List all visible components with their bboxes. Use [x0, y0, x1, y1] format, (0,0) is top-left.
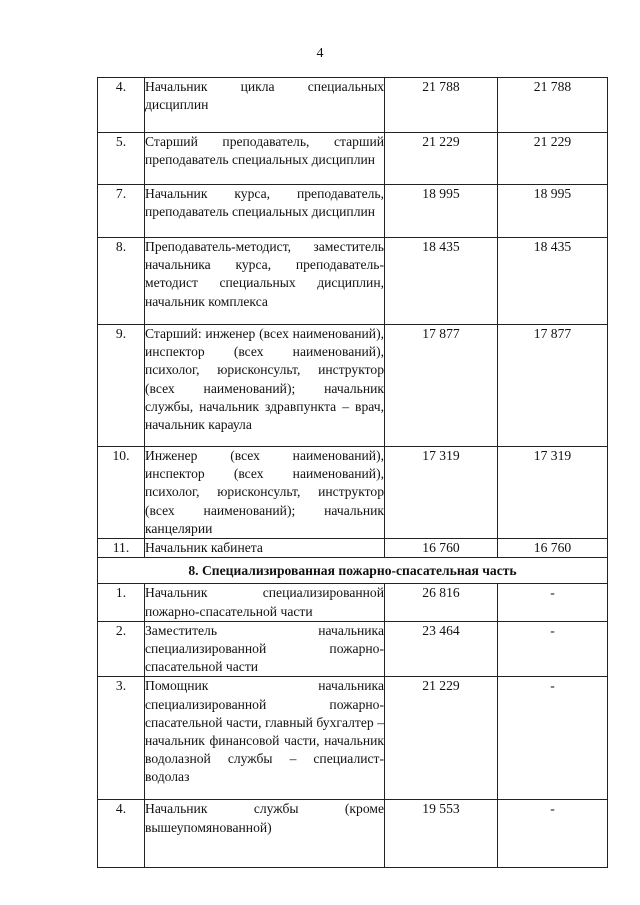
position-title — [145, 800, 385, 868]
salary-value-2: - — [498, 584, 608, 621]
table-row — [98, 78, 608, 133]
row-number: 9. — [98, 325, 145, 447]
salary-value-2: 21 788 — [498, 78, 608, 133]
row-number: 5. — [98, 133, 145, 185]
row-number: 4. — [98, 800, 145, 868]
section-heading: 8. Специализированная пожарно-спасательная часть — [98, 558, 608, 584]
salary-value-2: 18 435 — [498, 238, 608, 325]
table-row — [98, 447, 608, 539]
salary-value-2: 17 877 — [498, 325, 608, 447]
salary-value-1: 17 319 — [385, 447, 498, 539]
position-title-text: Начальник курса, преподаватель, преподаватель специальных дисциплин — [145, 186, 384, 220]
position-title-text: Начальник специализированной пожарно-спасательной части — [145, 585, 384, 619]
table-row — [98, 185, 608, 238]
salary-value-1: 21 788 — [385, 78, 498, 133]
section-heading-row — [98, 558, 608, 584]
salary-value-2: 18 995 — [498, 185, 608, 238]
position-title-text: Заместитель начальника специализированной пожарно-спасательной части — [145, 622, 384, 675]
table-row — [98, 677, 608, 800]
row-number: 4. — [98, 78, 145, 133]
salary-value-1: 23 464 — [385, 621, 498, 677]
salary-value-1: 17 877 — [385, 325, 498, 447]
row-number: 8. — [98, 238, 145, 325]
table-row — [98, 584, 608, 621]
page-number: 4 — [316, 46, 324, 61]
table-body-lower — [98, 584, 608, 868]
salary-value-1: 21 229 — [385, 677, 498, 800]
position-title — [145, 677, 385, 800]
row-number: 2. — [98, 621, 145, 677]
salary-value-1: 18 995 — [385, 185, 498, 238]
row-number: 10. — [98, 447, 145, 539]
position-title — [145, 447, 385, 539]
salary-value-1: 18 435 — [385, 238, 498, 325]
position-title — [145, 539, 385, 558]
salary-value-1: 16 760 — [385, 539, 498, 558]
row-number: 11. — [98, 539, 145, 558]
table-row — [98, 800, 608, 868]
position-title-text: Старший преподаватель, старший преподаватель специальных дисциплин — [145, 134, 384, 168]
salary-value-2: - — [498, 621, 608, 677]
salary-value-2: - — [498, 677, 608, 800]
salary-table — [97, 77, 608, 868]
table-row — [98, 133, 608, 185]
position-title-text: Начальник кабинета — [145, 540, 263, 556]
row-number: 3. — [98, 677, 145, 800]
position-title-text: Начальник цикла специальных дисциплин — [145, 79, 384, 113]
salary-value-2: - — [498, 800, 608, 868]
salary-value-2: 17 319 — [498, 447, 608, 539]
salary-value-1: 21 229 — [385, 133, 498, 185]
table-row — [98, 325, 608, 447]
salary-value-2: 21 229 — [498, 133, 608, 185]
position-title — [145, 133, 385, 185]
table-body-upper — [98, 78, 608, 558]
salary-value-1: 26 816 — [385, 584, 498, 621]
position-title — [145, 325, 385, 447]
position-title — [145, 584, 385, 621]
position-title-text: Инженер (всех наименований), инспектор (всех наименований), психолог, юрисконсульт, инструктор (всех наименований); начальник канцелярии — [145, 448, 384, 536]
table-row — [98, 238, 608, 325]
table-row — [98, 621, 608, 677]
salary-value-1: 19 553 — [385, 800, 498, 868]
position-title — [145, 78, 385, 133]
section-header-body — [98, 558, 608, 584]
salary-value-2: 16 760 — [498, 539, 608, 558]
position-title — [145, 185, 385, 238]
position-title-text: Помощник начальника специализированной пожарно-спасательной части, главный бухгалтер – начальник финансовой части, начальник водолазной службы – специалист-водолаз — [145, 678, 384, 785]
table-row — [98, 539, 608, 558]
row-number: 1. — [98, 584, 145, 621]
position-title — [145, 238, 385, 325]
position-title-text: Старший: инженер (всех наименований), инспектор (всех наименований), психолог, юрисконсульт, инструктор (всех наименований); начальник службы, начальник здравпункта – врач, начальник караула — [145, 326, 384, 433]
position-title-text: Начальник службы (кроме вышеупомянованной) — [145, 801, 384, 835]
row-number: 7. — [98, 185, 145, 238]
position-title — [145, 621, 385, 677]
position-title-text: Преподаватель-методист, заместитель начальника курса, преподаватель-методист специальных дисциплин, начальник комплекса — [145, 239, 384, 309]
